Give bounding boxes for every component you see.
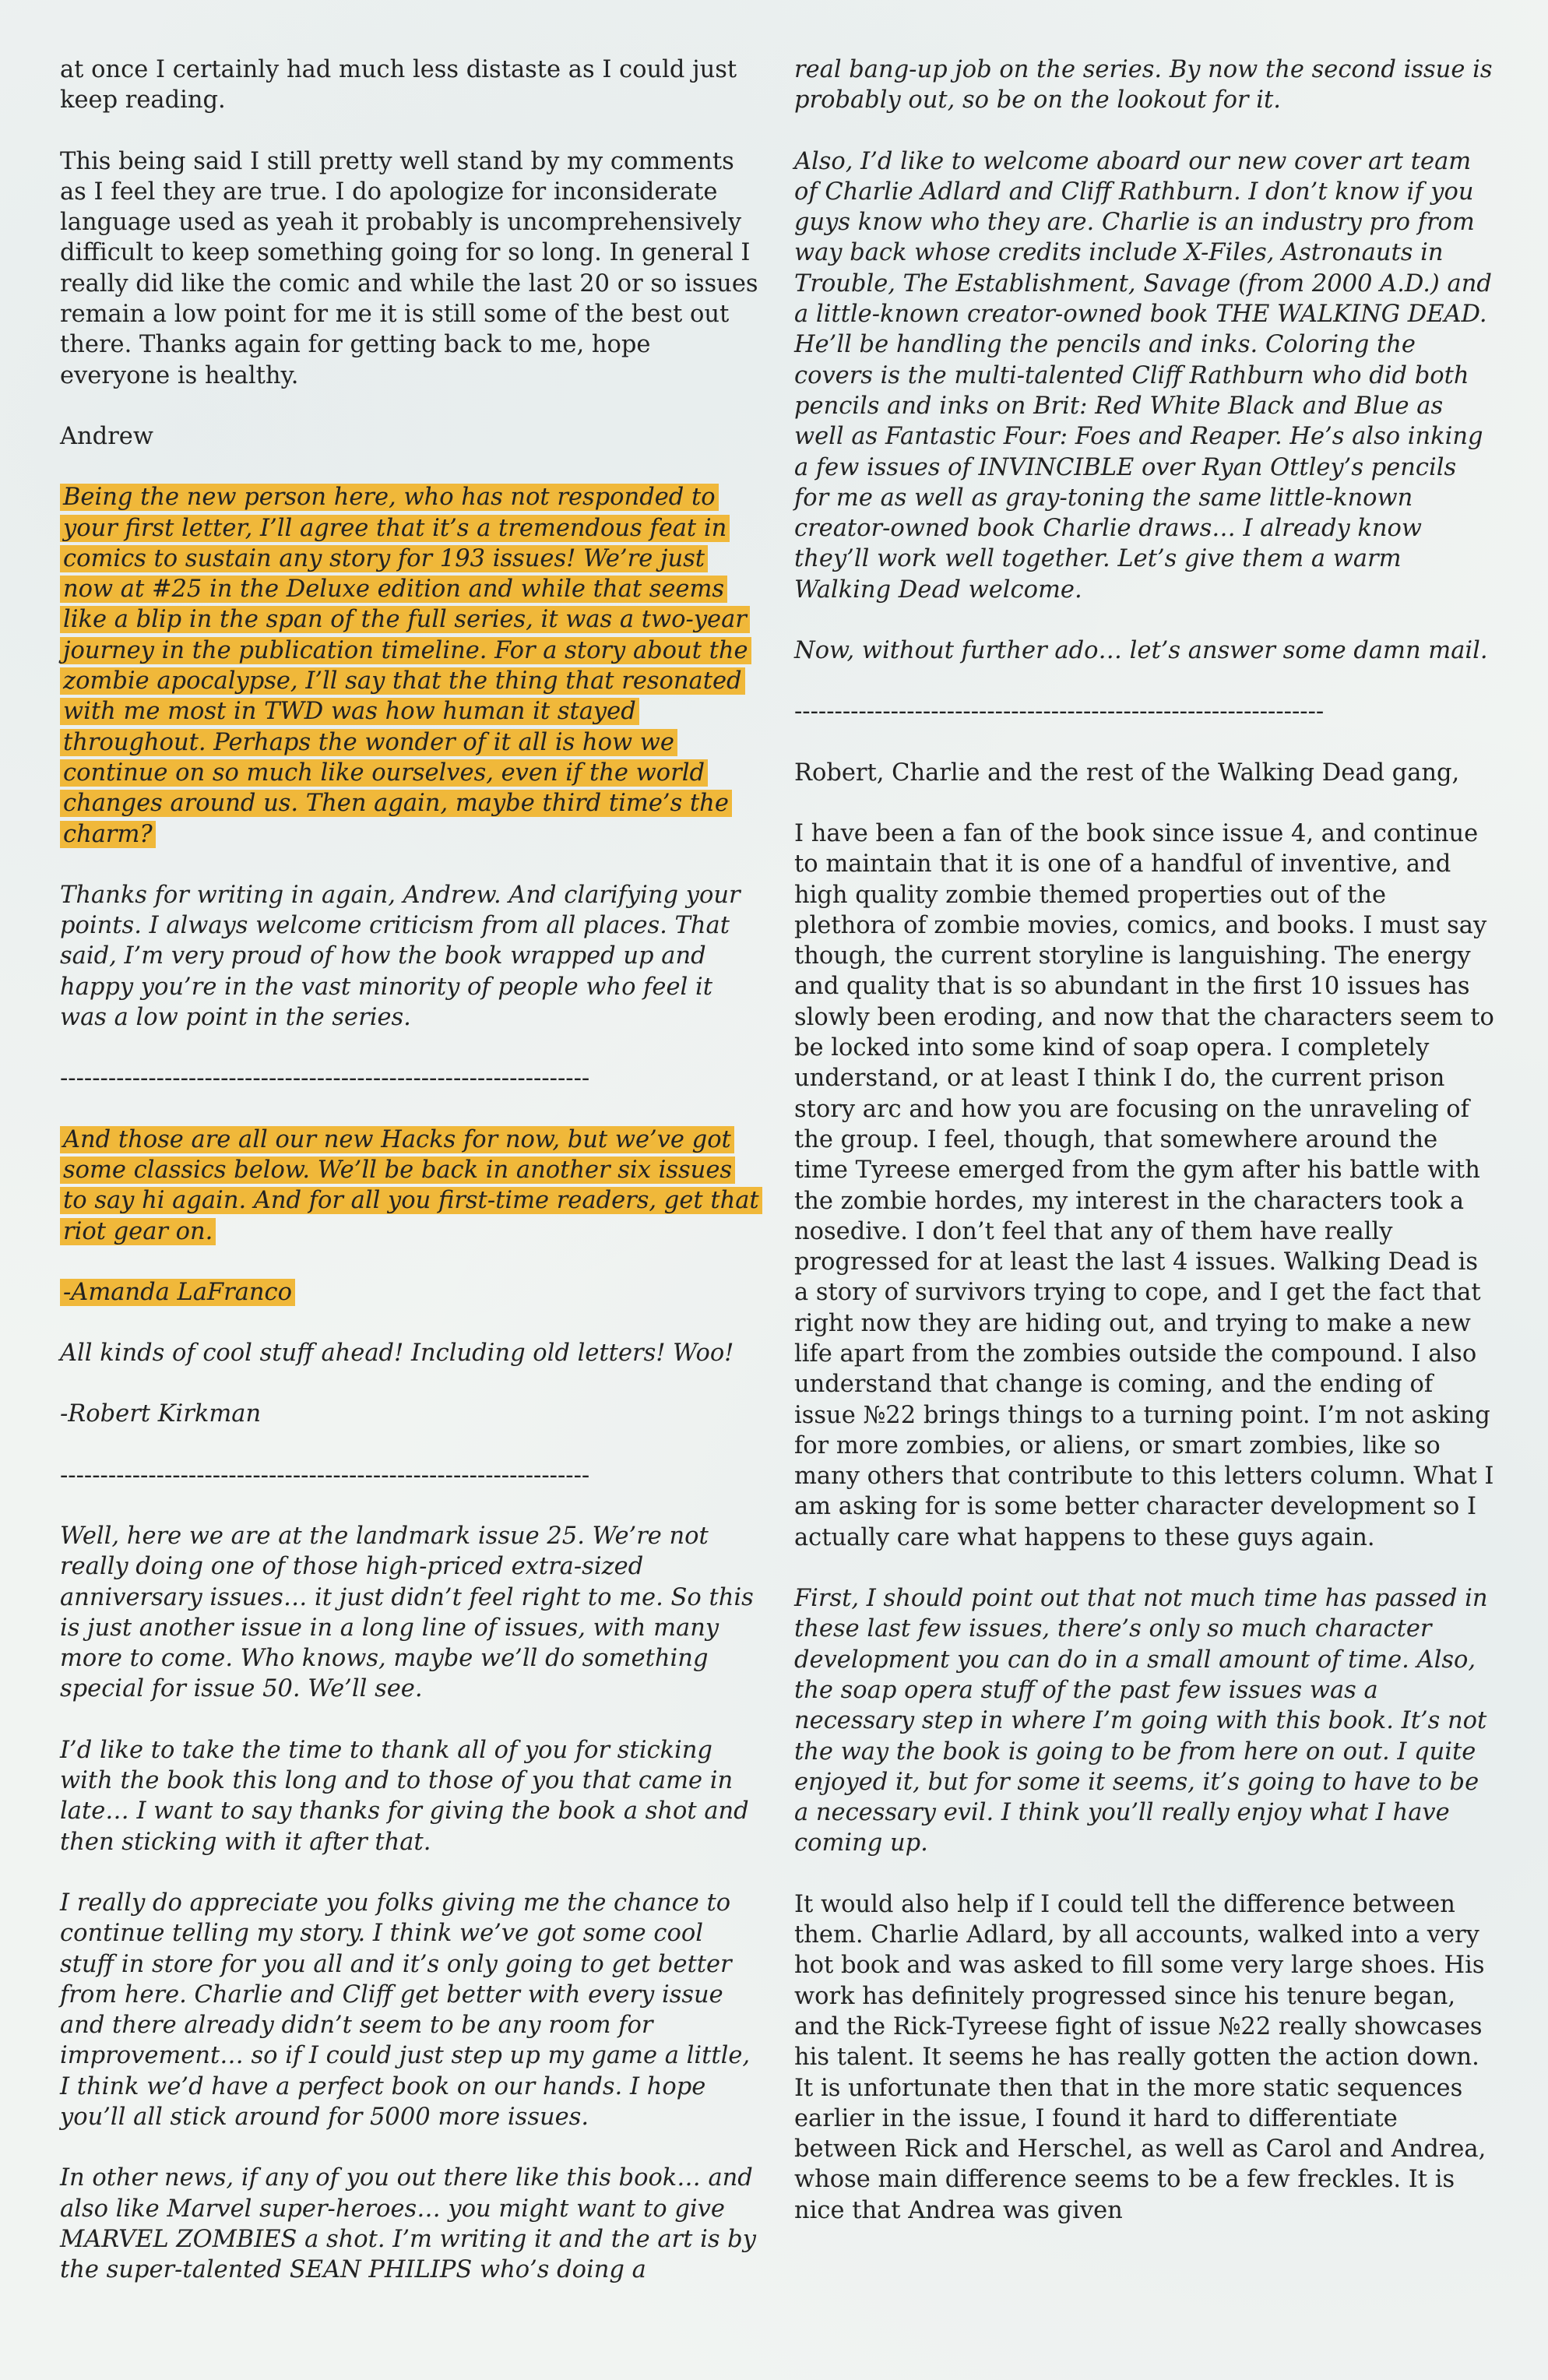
highlight-text: Being the new person here, who has not responded to your first letter, I’ll agree that it’s a tremendous feat in comics to sustain any story for 193 issues! We’re just now at #25 in the Deluxe edition and while that seems like a blip in the span of the full series, it was a two-year journey in the publication timeline. For a story about the zombie apocalypse, I’ll say that the thing that resonated with me most in TWD was how human it stayed throughout. Perhaps the wonder of it all is how we continue on so much like ourselves, even if the world changes around us. Then again, maybe third time’s the charm? bbox=[60, 484, 751, 847]
paragraph-continued: at once I certainly had much less distaste as I could just keep reading. bbox=[60, 56, 737, 114]
letter-continued: It would also help if I could tell the difference between them. Charlie Adlard, by all accounts, walked into a very hot book and was asked to fill some very large shoes. His work has definitely progressed since his tenure began, and the Rick-Tyreese fight of issue №22 really showcases his talent. It seems he has really gotten the action down. It is unfortunate then that in the more static sequences earlier in the issue, I found it hard to differentiate between Rick and Herschel, as well as Carol and Andrea, whose main difference seems to be a few freckles. It is nice that Andrea was given bbox=[794, 1890, 1486, 2224]
paragraph-landmark: Well, here we are at the landmark issue 25. We’re not really doing one of those high-priced extra-sized anniversary issues… it just didn’t feel right to me. So this is just another issue in a long line of issues, with many more to come. Who knows, maybe we’ll do something special for issue 50. We’ll see. bbox=[60, 1522, 754, 1703]
left-column bbox=[60, 55, 761, 2316]
separator-line: ------------------------------------------------------------------ bbox=[60, 1461, 590, 1489]
letter-salutation: Robert, Charlie and the rest of the Walking Dead gang, bbox=[794, 759, 1460, 787]
paragraph-other-news: In other news, if any of you out there like this book… and also like Marvel super-heroes… you might want to give MARVEL ZOMBIES a shot. I’m writing it and the art is by the super-talented SEAN PHILIPS who’s doing a bbox=[60, 2164, 756, 2284]
separator-line: ------------------------------------------------------------------ bbox=[60, 1065, 590, 1093]
reply-paragraph: First, I should point out that not much time has passed in these last few issues, there’s only so much character development you can do in a small amount of time. Also, the soap opera stuff of the past few issues was a necessary step in where I’m going with this book. It’s not the way the book is going to be from here on out. I quite enjoyed it, but for some it seems, it’s going to have to be a necessary evil. I think you’ll really enjoy what I have coming up. bbox=[794, 1585, 1488, 1857]
paragraph-stand-by: This being said I still pretty well stand by my comments as I feel they are true. I do apologize for inconsiderate language used as yeah it probably is uncomprehensively difficult to keep something going for so long. In general I really did like the comic and while the last 20 or so issues remain a low point for me it is still some of the best out there. Thanks again for getting back to me, hope everyone is healthy. bbox=[60, 147, 758, 389]
letter-body: I have been a fan of the book since issue 4, and continue to maintain that it is one of a handful of inventive, and high quality zombie themed properties out of the plethora of zombie movies, comics, and books. I must say though, the current storyline is languishing. The energy and quality that is so abundant in the first 10 issues has slowly been eroding, and now that the characters seem to be locked into some kind of soap opera. I completely understand, or at least I think I do, the current prison story arc and how you are focusing on the unraveling of the group. I feel, though, that somewhere around the time Tyreese emerged from the gym after his battle with the zombie hordes, my interest in the characters took a nosedive. I don’t feel that any of them have really progressed for at least the last 4 issues. Walking Dead is a story of survivors trying to cope, and I get the fact that right now they are hiding out, and trying to make a new life apart from the zombies outside the compound. I also understand that change is coming, and the ending of issue №22 brings things to a turning point. I’m not asking for more zombies, or aliens, or smart zombies, like so many others that contribute to this letters column. What I am asking for is some better character development so I actually care what happens to these guys again. bbox=[794, 819, 1494, 1551]
paragraph-thanks: I’d like to take the time to thank all of you for sticking with the book this long and to those of you that came in late… I want to say thanks for giving the book a shot and then sticking with it after that. bbox=[60, 1736, 749, 1856]
reply-to-andrew: Thanks for writing in again, Andrew. And clarifying your points. I always welcome criticism from all places. That said, I’m very proud of how the book wrapped up and happy you’re in the vast minority of people who feel it was a low point in the series. bbox=[60, 881, 741, 1032]
signature-robert: -Robert Kirkman bbox=[60, 1400, 262, 1428]
all-kinds-note: All kinds of cool stuff ahead! Including old letters! Woo! bbox=[60, 1340, 734, 1368]
paragraph-cover-team: Also, I’d like to welcome aboard our new cover art team of Charlie Adlard and Cliff Rathburn. I don’t know if you guys know who they are. Charlie is an industry pro from way back whose credits include X-Files, Astronauts in Trouble, The Establishment, Savage (from 2000 A.D.) and a little-known creator-owned book THE WALKING DEAD. He’ll be handling the pencils and inks. Coloring the covers is the multi-talented Cliff Rathburn who did both pencils and inks on Brit: Red White Black and Blue as well as Fantastic Four: Foes and Reaper. He’s also inking a few issues of INVINCIBLE over Ryan Ottley’s pencils for me as well as gray-toning the same little-known creator-owned book Charlie draws… I already know they’ll work well together. Let’s give them a warm Walking Dead welcome. bbox=[794, 147, 1492, 604]
paragraph-appreciate: I really do appreciate you folks giving me the chance to continue telling my story. I think we’ve got some cool stuff in store for you all and it’s only going to get better from here. Charlie and Cliff get better with every issue and there already didn’t seem to be any room for improvement… so if I could just step up my game a little, I think we’d have a perfect book on our hands. I hope you’ll all stick around for 5000 more issues. bbox=[60, 1889, 751, 2132]
signature-amanda: -Amanda LaFranco bbox=[60, 1279, 295, 1306]
signature-andrew: Andrew bbox=[60, 422, 153, 450]
highlighted-response bbox=[60, 482, 761, 850]
highlighted-signature bbox=[60, 1277, 761, 1308]
paragraph-ado: Now, without further ado… let’s answer some damn mail. bbox=[794, 637, 1488, 665]
right-column bbox=[794, 55, 1495, 2256]
highlight-text: And those are all our new Hacks for now, but we’ve got some classics below. We’ll be back in another six issues to say hi again. And for all you first-time readers, get that riot gear on. bbox=[60, 1126, 762, 1245]
highlighted-hacks-note bbox=[60, 1125, 761, 1247]
paragraph-bang-up: real bang-up job on the series. By now the second issue is probably out, so be on the lookout for it. bbox=[794, 56, 1493, 114]
separator-line: ------------------------------------------------------------------ bbox=[794, 698, 1325, 726]
